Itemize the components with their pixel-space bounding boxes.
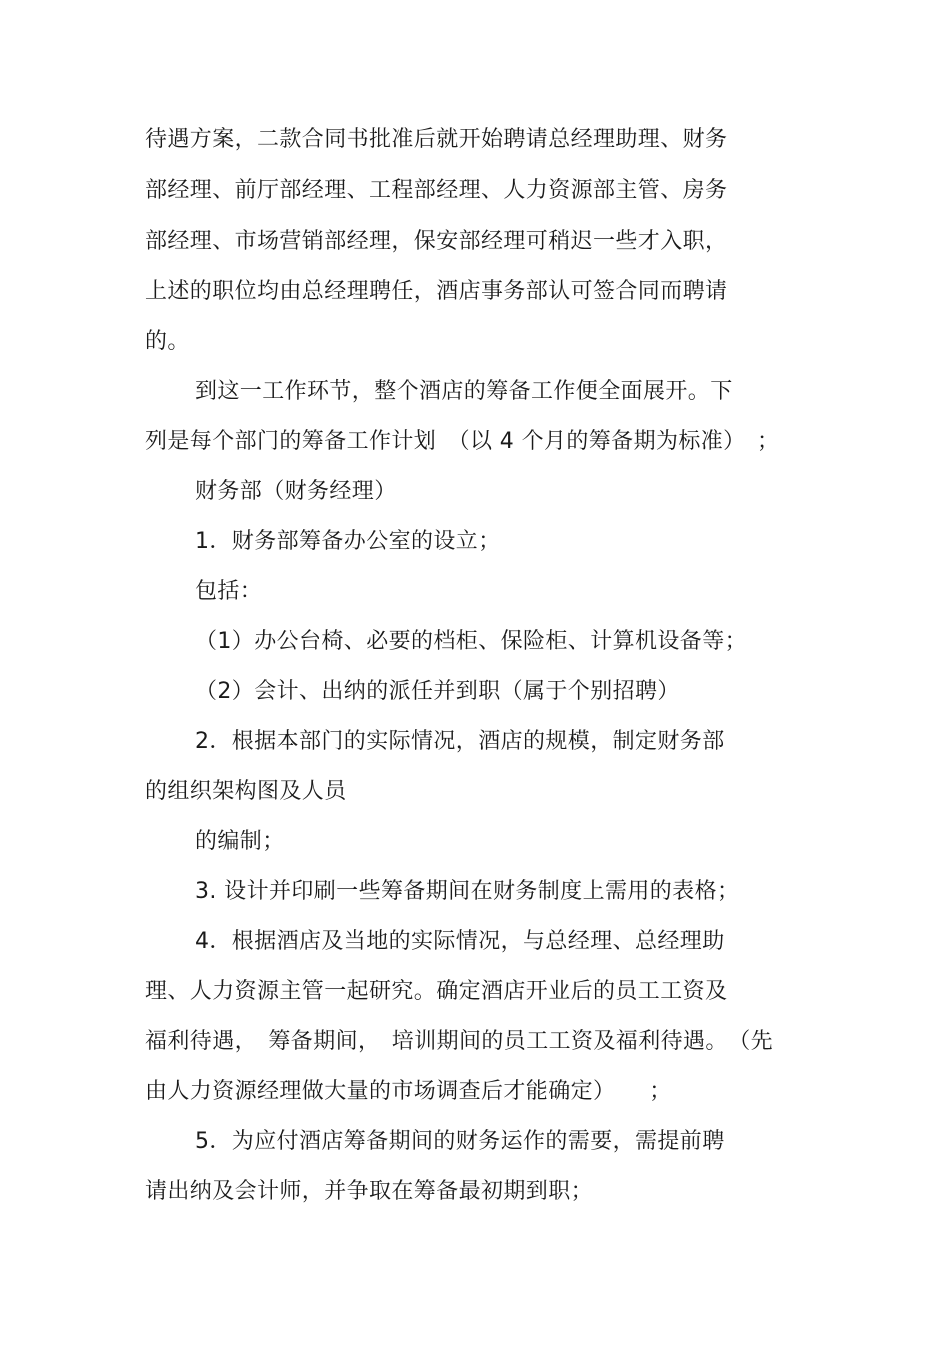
text-line: 部经理、前厅部经理、工程部经理、人力资源部主管、房务 <box>145 178 728 203</box>
text-line: 理、人力资源主管一起研究。确定酒店开业后的员工工资及 <box>145 979 728 1004</box>
text-line: 的。 <box>145 329 190 354</box>
list-item: 2．根据本部门的实际情况，酒店的规模，制定财务部 <box>195 729 725 754</box>
section-heading: 财务部（财务经理） <box>195 479 397 504</box>
text-line: 列是每个部门的筹备工作计划 （以 4 个月的筹备期为标准） ； <box>145 429 780 454</box>
text-line: 的编制； <box>195 829 285 854</box>
text-line: 上述的职位均由总经理聘任，酒店事务部认可签合同而聘请 <box>145 279 728 304</box>
text-line: 到这一工作环节，整个酒店的筹备工作便全面展开。下 <box>195 379 733 404</box>
text-line: 请出纳及会计师，并争取在筹备最初期到职； <box>145 1179 594 1204</box>
text-line: 部经理、市场营销部经理，保安部经理可稍迟一些才入职， <box>145 229 728 254</box>
list-item: 1．财务部筹备办公室的设立； <box>195 529 501 554</box>
list-item: 3. 设计并印刷一些筹备期间在财务制度上需用的表格； <box>195 879 740 904</box>
sub-list-item: （1）办公台椅、必要的档柜、保险柜、计算机设备等； <box>195 629 747 654</box>
sub-list-item: （2）会计、出纳的派任并到职（属于个别招聘） <box>195 679 680 704</box>
list-item: 4．根据酒店及当地的实际情况，与总经理、总经理助 <box>195 929 725 954</box>
text-line: 福利待遇， 筹备期间， 培训期间的员工工资及福利待遇。 （先 <box>145 1029 774 1054</box>
text-line: 待遇方案，二款合同书批准后就开始聘请总经理助理、财务 <box>145 127 728 152</box>
list-item: 5．为应付酒店筹备期间的财务运作的需要，需提前聘 <box>195 1129 725 1154</box>
text-line: 包括： <box>195 579 263 604</box>
text-line: 由人力资源经理做大量的市场调查后才能确定） ； <box>145 1079 672 1104</box>
text-line: 的组织架构图及人员 <box>145 779 347 804</box>
